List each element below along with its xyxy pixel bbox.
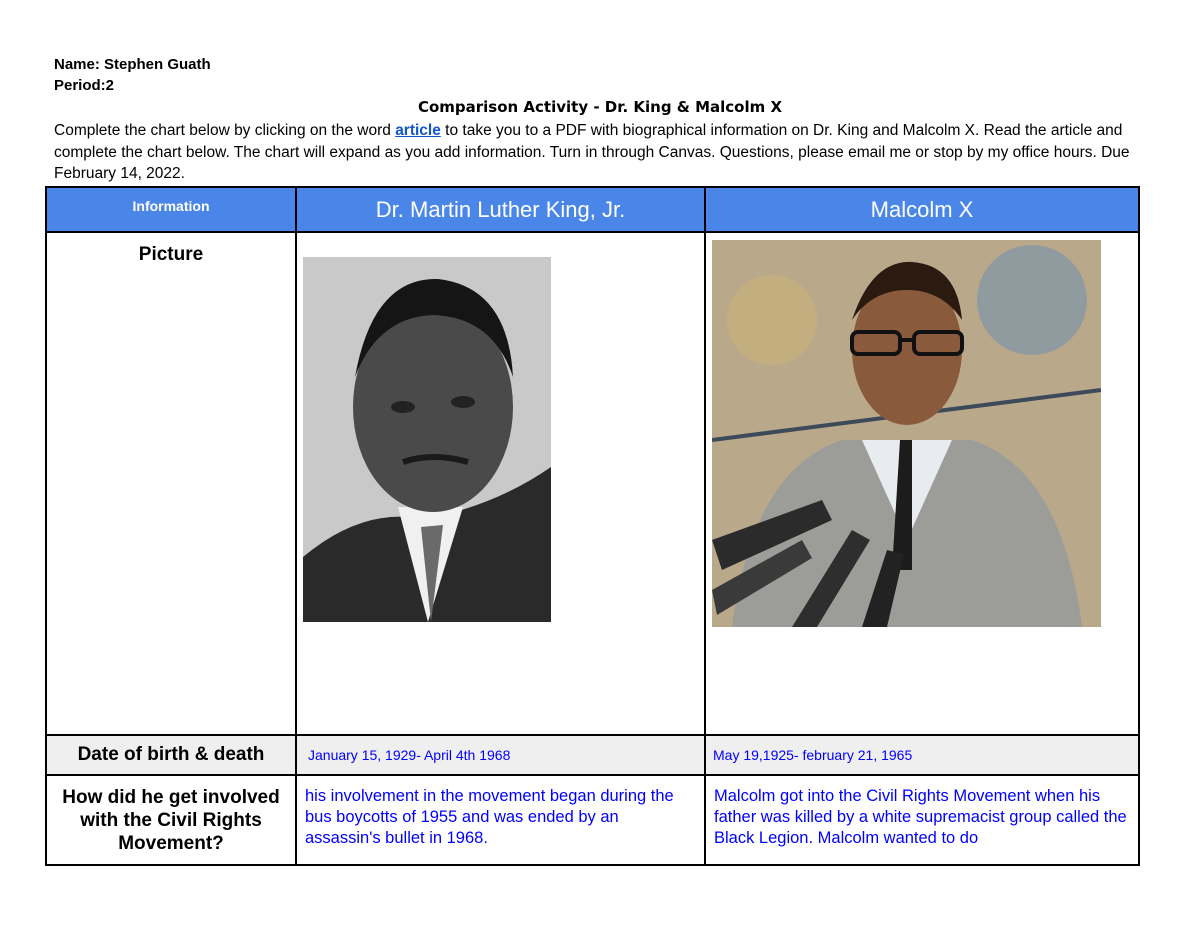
involvement-label: How did he get involved with the Civil Rights Movement?	[46, 775, 296, 865]
student-name: Name: Stephen Guath	[54, 56, 211, 73]
header-malcolm: Malcolm X	[705, 187, 1139, 232]
comparison-table	[45, 186, 1140, 866]
header-row	[46, 187, 1139, 232]
malcolm-photo	[712, 240, 1101, 627]
king-picture-cell[interactable]	[296, 232, 705, 735]
picture-row	[46, 232, 1139, 735]
header-information: Information	[46, 187, 296, 232]
king-involvement[interactable]: his involvement in the movement began during the bus boycotts of 1955 and was ended by an assassin's bullet in 1968.	[296, 775, 705, 865]
article-link[interactable]: article	[395, 122, 441, 139]
involvement-row	[46, 775, 1139, 865]
malcolm-dates[interactable]: May 19,1925- february 21, 1965	[705, 735, 1139, 775]
instructions-text-start: Complete the chart below by clicking on the word	[54, 122, 396, 139]
instructions-text-end: to take you to a PDF with biographical information on Dr. King and Malcolm X. Read the article and complete the chart below. The chart will expand as you add information. Turn in through Canvas. Questions, please email me or stop by my office hours. Due February 14, 2022.	[54, 122, 1130, 182]
malcolm-picture-cell[interactable]	[705, 232, 1139, 735]
dates-row	[46, 735, 1139, 775]
header-king: Dr. Martin Luther King, Jr.	[296, 187, 705, 232]
king-photo	[303, 257, 551, 622]
document-title: Comparison Activity - Dr. King & Malcolm X	[417, 98, 783, 116]
instructions	[54, 120, 1144, 185]
king-dates[interactable]: January 15, 1929- April 4th 1968	[296, 735, 705, 775]
student-period: Period:2	[54, 77, 115, 94]
picture-label: Picture	[46, 232, 296, 735]
dates-label: Date of birth & death	[46, 735, 296, 775]
malcolm-involvement[interactable]: Malcolm got into the Civil Rights Movement when his father was killed by a white supremacist group called the Black Legion. Malcolm wanted to do	[705, 775, 1139, 865]
